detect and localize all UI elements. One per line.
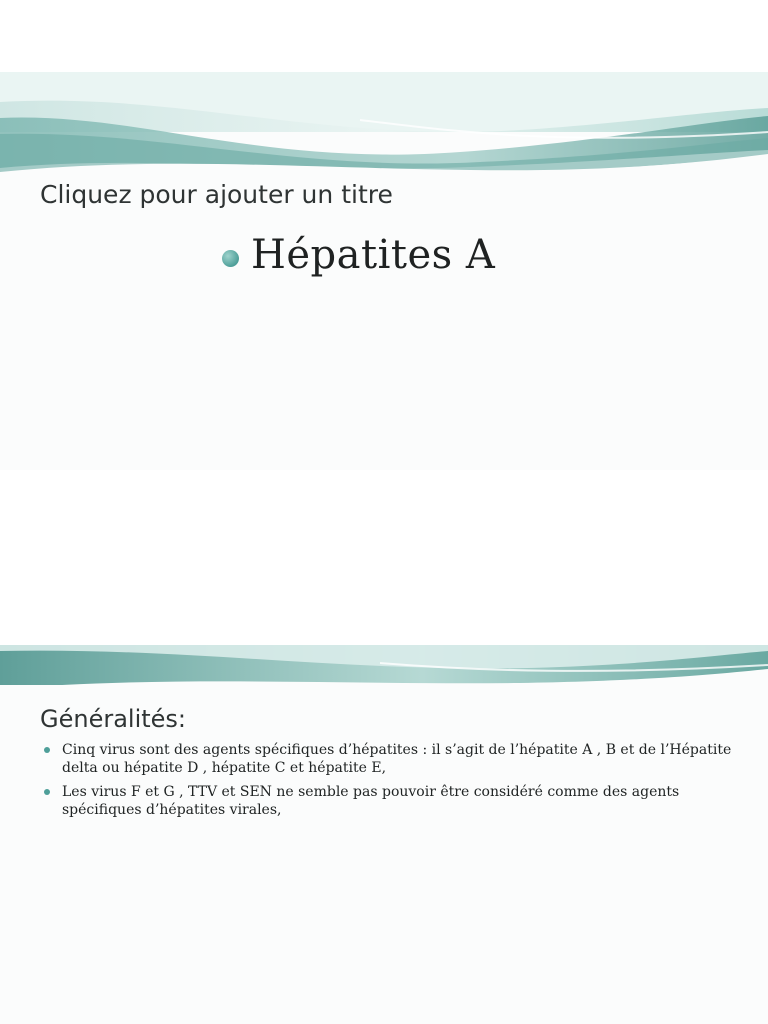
list-item [44,741,744,777]
bullet-dot-icon [222,250,239,267]
slide-2-wave-banner [0,645,768,701]
slide-2 [0,645,768,1024]
slide-1-wave-banner [0,72,768,182]
slide-1-bullet [222,232,495,278]
slide-1-title: Cliquez pour ajouter un titre [40,180,393,209]
bullet-text: Cinq virus sont des agents spécifiques d’hépatites : il s’agit de l’hépatite A , B et de l’Hépatite delta ou hépatite D , hépatite C et hépatite E, [62,742,732,776]
list-item [44,783,744,819]
bullet-dot-icon [44,789,50,795]
slide-1-bullet-text: Hépatites A [251,232,496,278]
slide-2-title: Généralités: [40,705,187,733]
slide-1 [0,72,768,470]
bullet-text: Les virus F et G , TTV et SEN ne semble pas pouvoir être considéré comme des agents spécifiques d’hépatites virales, [62,784,680,818]
slide-2-bullet-list [44,741,744,825]
bullet-dot-icon [44,747,50,753]
